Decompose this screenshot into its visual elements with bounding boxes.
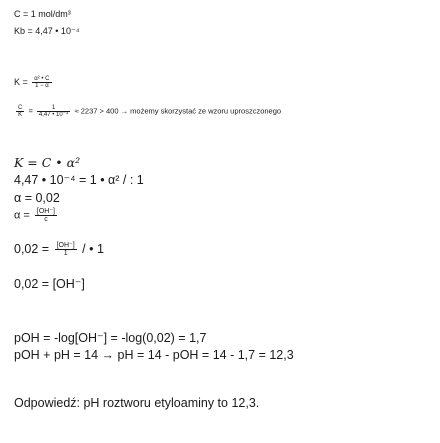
poh-line: pOH = -log[OH⁻] = -log(0,02) = 1,7 bbox=[14, 331, 207, 345]
alpha-def-numerator: [OH⁻] bbox=[36, 208, 55, 215]
formula-k-fraction bbox=[32, 76, 51, 89]
formula-k-denominator: 1 − α bbox=[35, 83, 49, 89]
ratio-kb: 4,47 • 10⁻⁴ bbox=[38, 112, 69, 118]
alpha-def-denominator: c bbox=[44, 216, 48, 223]
formula-k-lhs: K = bbox=[14, 76, 28, 87]
alpha-def-lhs: α = bbox=[14, 209, 30, 222]
alpha-value: α = 0,02 bbox=[14, 191, 60, 205]
formula-k bbox=[14, 76, 54, 89]
formula-k-numerator: α² • C bbox=[34, 76, 50, 82]
oh-result: 0,02 = [OH⁻] bbox=[14, 277, 85, 291]
ratio-one: 1 bbox=[37, 105, 71, 112]
ph-line: pOH + pH = 14 → pH = 14 - pOH = 14 - 1,7 = 12,3 bbox=[14, 348, 294, 362]
simplified-formula: K = C • α² bbox=[14, 155, 81, 170]
ratio-c-over-k bbox=[16, 105, 24, 118]
oh-calc-fraction bbox=[55, 242, 77, 257]
answer-line: Odpowiedź: pH roztworu etyloaminy to 12,3. bbox=[14, 396, 260, 410]
ratio-equals: = bbox=[28, 106, 33, 116]
ratio-one-over-kb bbox=[37, 105, 71, 118]
oh-calc-rhs: / • 1 bbox=[82, 241, 104, 256]
oh-calc-numerator: [OH⁻] bbox=[56, 242, 75, 249]
given-kb: Kb = 4,47 • 10⁻⁴ bbox=[14, 26, 80, 36]
given-concentration: C = 1 mol/dm³ bbox=[14, 9, 71, 19]
oh-calculation bbox=[14, 242, 104, 257]
simplified-substitution: 4,47 • 10⁻⁴ = 1 • α² / : 1 bbox=[14, 173, 144, 187]
ratio-c: C bbox=[18, 105, 23, 111]
alpha-definition bbox=[14, 208, 59, 223]
ratio-check bbox=[14, 105, 281, 118]
oh-calc-denominator: 1 bbox=[63, 250, 68, 257]
ratio-conclusion: ≈ 2237 > 400 → możemy skorzystać ze wzoru uproszczonego bbox=[74, 106, 282, 116]
alpha-def-fraction bbox=[35, 208, 57, 223]
ratio-k: K bbox=[18, 112, 23, 118]
oh-calc-lhs: 0,02 = bbox=[14, 241, 50, 256]
